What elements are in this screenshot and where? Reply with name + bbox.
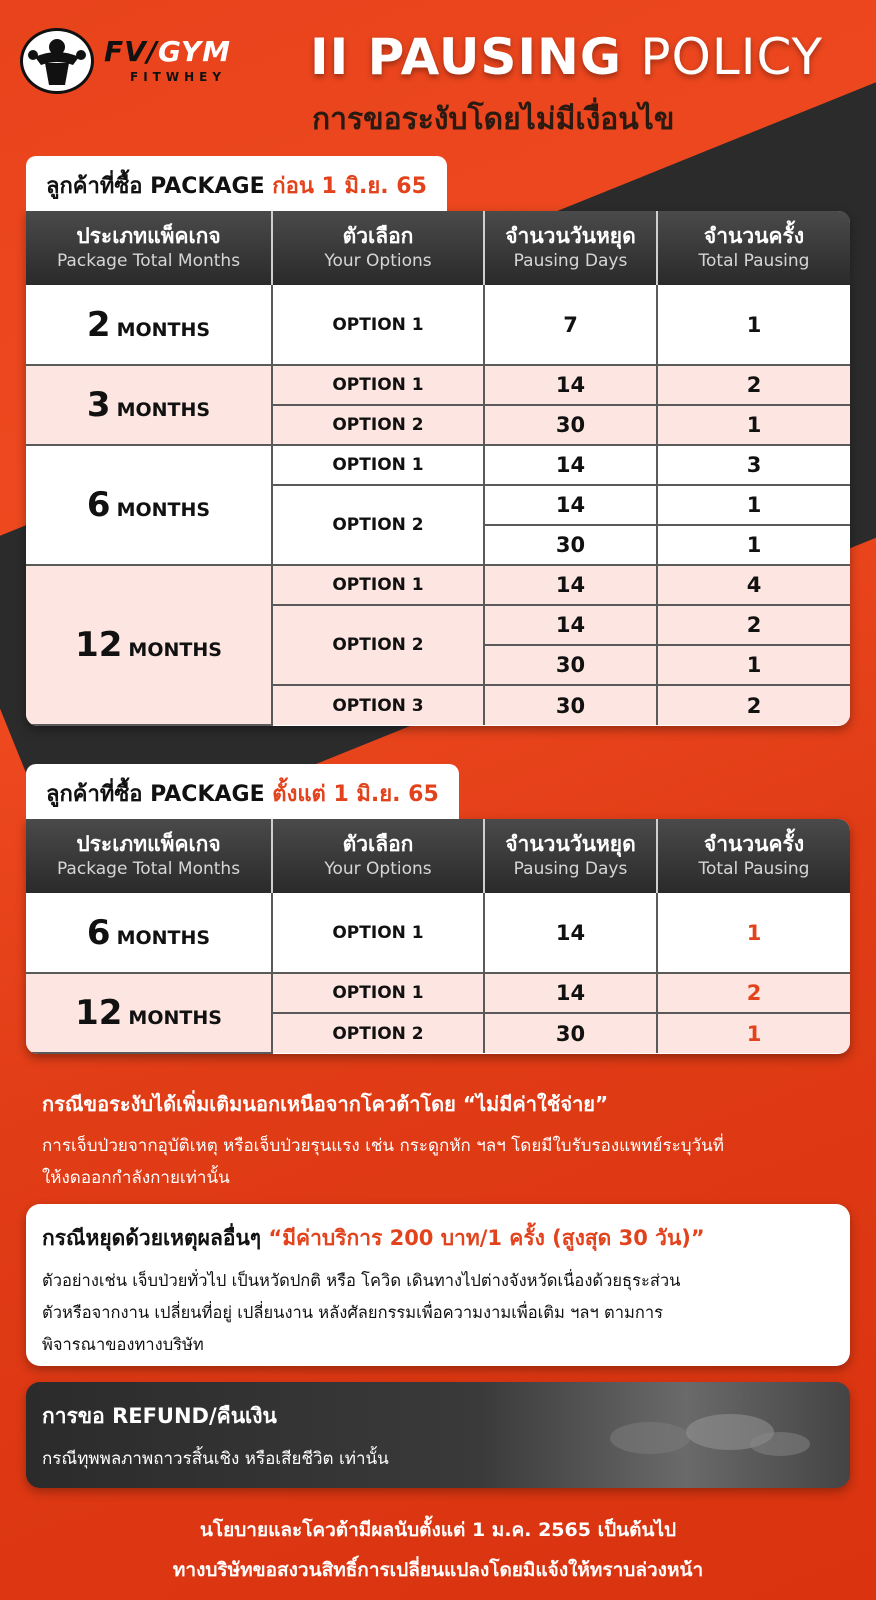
other-reason-body-line: ตัวอย่างเช่น เจ็บป่วยทั่วไป เป็นหวัดปกติ หรือ โควิด เดินทางไปต่างจังหวัดเนื่องด้วยธุระส่วน <box>42 1271 681 1290</box>
col-header-total: จำนวนครั้ง Total Pausing <box>657 211 850 285</box>
days-cell: 14 <box>484 565 657 605</box>
extra-pause-heading: กรณีขอระงับได้เพิ่มเติมนอกเหนือจากโควต้าโดย “ไม่มีค่าใช้จ่าย” <box>42 1092 609 1116</box>
footer <box>0 1510 876 1590</box>
refund-card <box>26 1382 850 1488</box>
days-cell: 14 <box>484 365 657 405</box>
table-row <box>26 565 850 605</box>
total-cell: 1 <box>657 485 850 525</box>
total-cell: 1 <box>657 1013 850 1053</box>
table-row <box>26 285 850 365</box>
col-header-days: จำนวนวันหยุด Pausing Days <box>484 211 657 285</box>
total-cell: 2 <box>657 973 850 1013</box>
package-cell: 6 MONTHS <box>26 893 272 973</box>
coins-icon <box>590 1404 810 1464</box>
col-header-days: จำนวนวันหยุด Pausing Days <box>484 819 657 893</box>
page-title <box>310 28 850 86</box>
package-cell: 12 MONTHS <box>26 973 272 1053</box>
other-reason-fee: “มีค่าบริการ 200 บาท/1 ครั้ง (สูงสุด 30 วัน)” <box>268 1226 705 1250</box>
tab-highlight: ตั้งแต่ 1 มิ.ย. 65 <box>272 782 439 807</box>
col-header-options: ตัวเลือก Your Options <box>272 211 484 285</box>
total-cell: 4 <box>657 565 850 605</box>
days-cell: 14 <box>484 605 657 645</box>
table-row <box>26 893 850 973</box>
other-reason-heading-prefix: กรณีหยุดด้วยเหตุผลอื่นๆ <box>42 1226 262 1250</box>
option-cell: OPTION 1 <box>272 893 484 973</box>
policy-table-after <box>26 764 850 1054</box>
header <box>0 0 876 150</box>
table-row <box>26 973 850 1013</box>
brand-logo <box>20 28 231 94</box>
option-cell: OPTION 1 <box>272 445 484 485</box>
other-reason-heading <box>42 1222 834 1255</box>
table-header-row <box>26 211 850 285</box>
footer-line: นโยบายและโควต้ามีผลนับตั้งแต่ 1 ม.ค. 2565 เป็นต้นไป <box>199 1519 677 1541</box>
total-cell: 1 <box>657 645 850 685</box>
days-cell: 30 <box>484 685 657 725</box>
package-cell: 2 MONTHS <box>26 285 272 365</box>
other-reason-body-line: ตัวหรือจากงาน เปลี่ยนที่อยู่ เปลี่ยนงาน หลังศัลยกรรมเพื่อความงามเพื่อเติม ฯลฯ ตามการ <box>42 1303 664 1322</box>
refund-body: กรณีทุพพลภาพถาวรสิ้นเชิง หรือเสียชีวิต เท่านั้น <box>42 1449 389 1469</box>
total-cell: 1 <box>657 405 850 445</box>
option-cell: OPTION 2 <box>272 405 484 445</box>
total-cell: 3 <box>657 445 850 485</box>
table-header-row <box>26 819 850 893</box>
days-cell: 30 <box>484 405 657 445</box>
table-box <box>26 211 850 726</box>
tab-prefix: ลูกค้าที่ซื้อ PACKAGE <box>46 782 265 807</box>
table-tab-before <box>26 156 447 211</box>
logo-name-fv: FV <box>104 35 147 68</box>
title-light: POLICY <box>640 28 824 86</box>
logo-slash: / <box>146 35 159 68</box>
total-cell: 1 <box>657 525 850 565</box>
other-reason-card <box>26 1204 850 1366</box>
package-cell: 3 MONTHS <box>26 365 272 445</box>
other-reason-body-line: พิจารณาของทางบริษัท <box>42 1335 204 1354</box>
total-cell: 2 <box>657 365 850 405</box>
bodybuilder-icon <box>20 28 94 94</box>
extra-pause-body-line: การเจ็บป่วยจากอุบัติเหตุ หรือเจ็บป่วยรุนแรง เช่น กระดูกหัก ฯลฯ โดยมีใบรับรองแพทย์ระบุวันที่ <box>42 1136 724 1156</box>
extra-pause-body-line: ให้งดออกกำลังกายเท่านั้น <box>42 1168 230 1188</box>
logo-subtitle: FITWHEY <box>130 70 227 84</box>
package-cell: 12 MONTHS <box>26 565 272 725</box>
page-subtitle: การขอระงับโดยไม่มีเงื่อนไข <box>312 102 675 137</box>
days-cell: 30 <box>484 1013 657 1053</box>
title-bold: II PAUSING <box>310 28 622 86</box>
days-cell: 7 <box>484 285 657 365</box>
table-tab-after <box>26 764 459 819</box>
extra-pause-info <box>42 1088 842 1194</box>
days-cell: 30 <box>484 645 657 685</box>
days-cell: 14 <box>484 893 657 973</box>
total-cell: 2 <box>657 605 850 645</box>
total-cell: 2 <box>657 685 850 725</box>
table-row <box>26 365 850 405</box>
days-cell: 30 <box>484 525 657 565</box>
refund-heading: การขอ REFUND/คืนเงิน <box>42 1404 277 1428</box>
tab-prefix: ลูกค้าที่ซื้อ PACKAGE <box>46 174 265 199</box>
pausing-table <box>26 211 850 726</box>
days-cell: 14 <box>484 973 657 1013</box>
policy-table-before <box>26 156 850 726</box>
col-header-package: ประเภทแพ็คเกจ Package Total Months <box>26 819 272 893</box>
logo-name-gym: GYM <box>158 35 232 68</box>
option-cell: OPTION 1 <box>272 973 484 1013</box>
table-box <box>26 819 850 1054</box>
col-header-options: ตัวเลือก Your Options <box>272 819 484 893</box>
option-cell: OPTION 2 <box>272 1013 484 1053</box>
col-header-total: จำนวนครั้ง Total Pausing <box>657 819 850 893</box>
footer-line: ทางบริษัทขอสงวนสิทธิ์การเปลี่ยนแปลงโดยมิแจ้งให้ทราบล่วงหน้า <box>172 1559 704 1581</box>
days-cell: 14 <box>484 445 657 485</box>
option-cell: OPTION 1 <box>272 565 484 605</box>
total-cell: 1 <box>657 285 850 365</box>
option-cell: OPTION 2 <box>272 485 484 565</box>
option-cell: OPTION 1 <box>272 365 484 405</box>
total-cell: 1 <box>657 893 850 973</box>
col-header-package: ประเภทแพ็คเกจ Package Total Months <box>26 211 272 285</box>
option-cell: OPTION 3 <box>272 685 484 725</box>
table-row <box>26 445 850 485</box>
tab-highlight: ก่อน 1 มิ.ย. 65 <box>272 174 427 199</box>
pausing-table <box>26 819 850 1054</box>
option-cell: OPTION 2 <box>272 605 484 685</box>
option-cell: OPTION 1 <box>272 285 484 365</box>
days-cell: 14 <box>484 485 657 525</box>
package-cell: 6 MONTHS <box>26 445 272 565</box>
